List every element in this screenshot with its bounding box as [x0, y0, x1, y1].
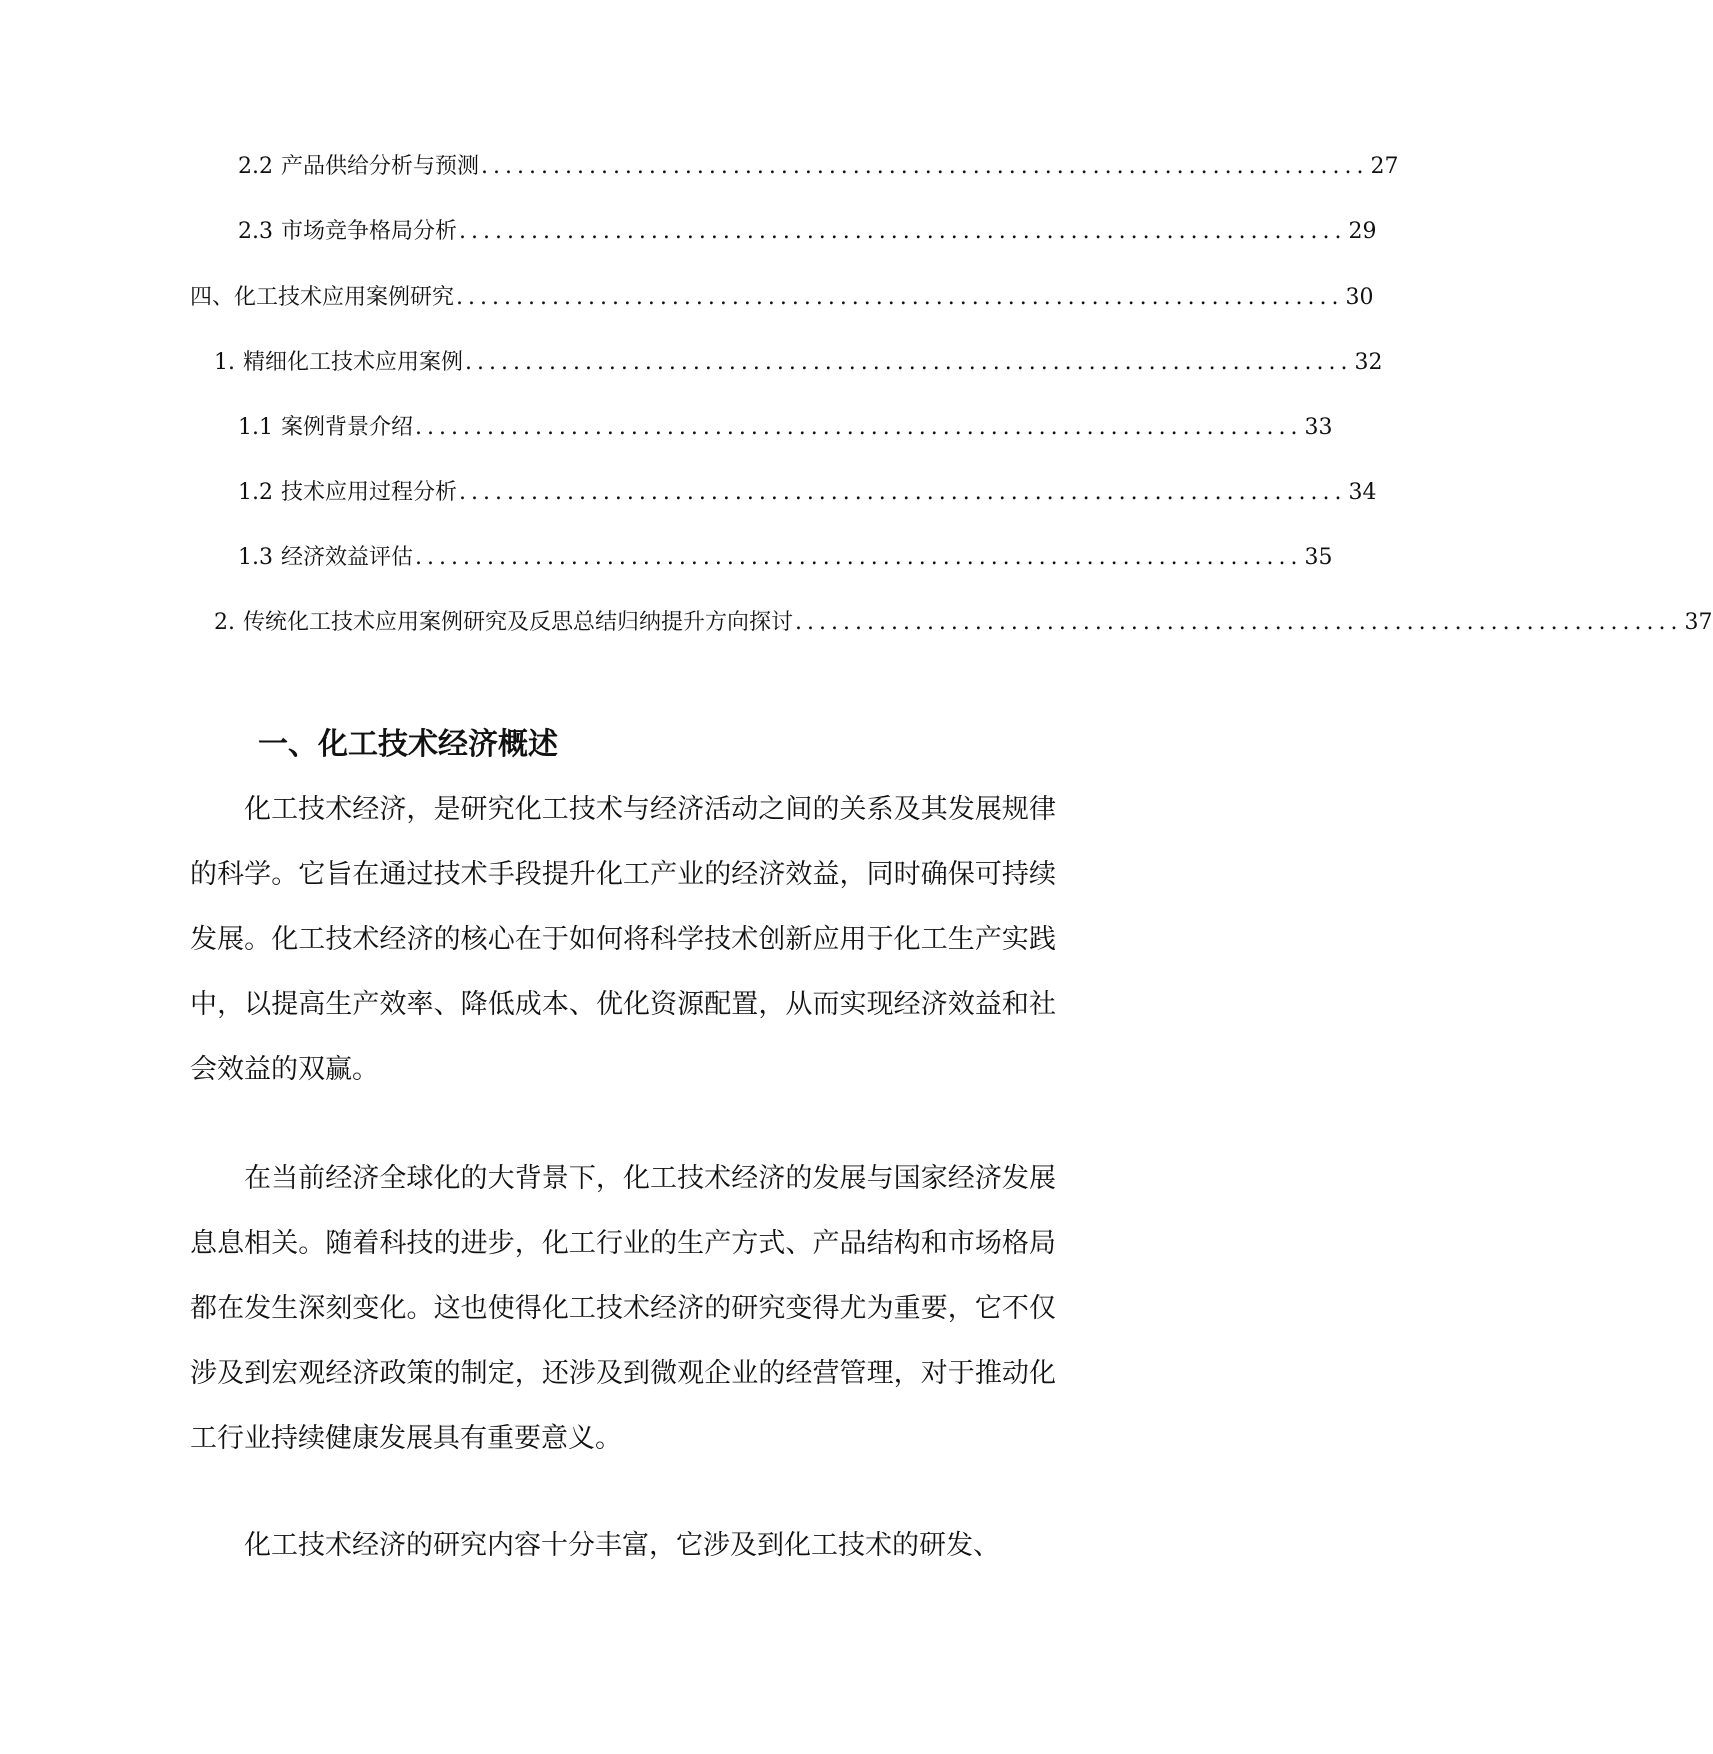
toc-entry-label: 1. 精细化工技术应用案例 — [214, 350, 464, 375]
toc-entry[interactable] — [214, 348, 1383, 378]
toc-entry-label: 2.2 产品供给分析与预测 — [238, 154, 480, 179]
toc-entry-label: 1.1 案例背景介绍 — [238, 415, 414, 440]
toc-entry[interactable] — [238, 478, 1377, 508]
toc-page-number: 29 — [1348, 219, 1377, 244]
body-paragraph: 在当前经济全球化的大背景下，化工技术经济的发展与国家经济发展息息相关。随着科技的进步，化工行业的生产方式、产品结构和市场格局都在发生深刻变化。这也使得化工技术经济的研究变得尤为重要，它不仅涉及到宏观经济政策的制定，还涉及到微观企业的经营管理，对于推动化工行业持续健康发展具有重要意义。 — [190, 1163, 1056, 1454]
toc-dot-leader: .......................................................................... — [481, 154, 1369, 179]
toc-dot-leader: .......................................................................... — [795, 610, 1683, 635]
toc-entry-label: 2. 传统化工技术应用案例研究及反思总结归纳提升方向探讨 — [214, 610, 794, 635]
toc-page-number: 33 — [1304, 415, 1333, 440]
toc-entry-label: 1.2 技术应用过程分析 — [238, 480, 458, 505]
toc-entry[interactable] — [238, 217, 1377, 247]
toc-dot-leader: .......................................................................... — [459, 219, 1347, 244]
toc-dot-leader: .......................................................................... — [456, 285, 1344, 310]
toc-entry-label: 1.3 经济效益评估 — [238, 545, 414, 570]
toc-dot-leader: .......................................................................... — [415, 415, 1303, 440]
toc-dot-leader: .......................................................................... — [459, 480, 1347, 505]
toc-entry[interactable] — [214, 608, 1713, 638]
body-paragraph: 化工技术经济，是研究化工技术与经济活动之间的关系及其发展规律的科学。它旨在通过技术手段提升化工产业的经济效益，同时确保可持续发展。化工技术经济的核心在于如何将科学技术创新应用于化工生产实践中，以提高生产效率、降低成本、优化资源配置，从而实现经济效益和社会效益的双赢。 — [190, 794, 1056, 1085]
toc-page-number: 35 — [1304, 545, 1333, 570]
toc-entry[interactable] — [238, 543, 1333, 573]
toc-page-number: 32 — [1354, 350, 1383, 375]
toc-entry[interactable] — [238, 413, 1333, 443]
toc-entry[interactable] — [190, 283, 1374, 313]
toc-page-number: 27 — [1370, 154, 1399, 179]
section-heading: 一、化工技术经济概述 — [258, 727, 558, 763]
toc-entry-label: 四、化工技术应用案例研究 — [190, 285, 455, 310]
toc-dot-leader: .......................................................................... — [415, 545, 1303, 570]
toc-dot-leader: .......................................................................... — [465, 350, 1353, 375]
toc-entry[interactable] — [238, 152, 1399, 182]
toc-page-number: 34 — [1348, 480, 1377, 505]
toc-page-number: 30 — [1345, 285, 1374, 310]
body-paragraph: 化工技术经济的研究内容十分丰富，它涉及到化工技术的研发、 — [244, 1530, 1000, 1561]
toc-page-number: 37 — [1684, 610, 1713, 635]
toc-entry-label: 2.3 市场竞争格局分析 — [238, 219, 458, 244]
